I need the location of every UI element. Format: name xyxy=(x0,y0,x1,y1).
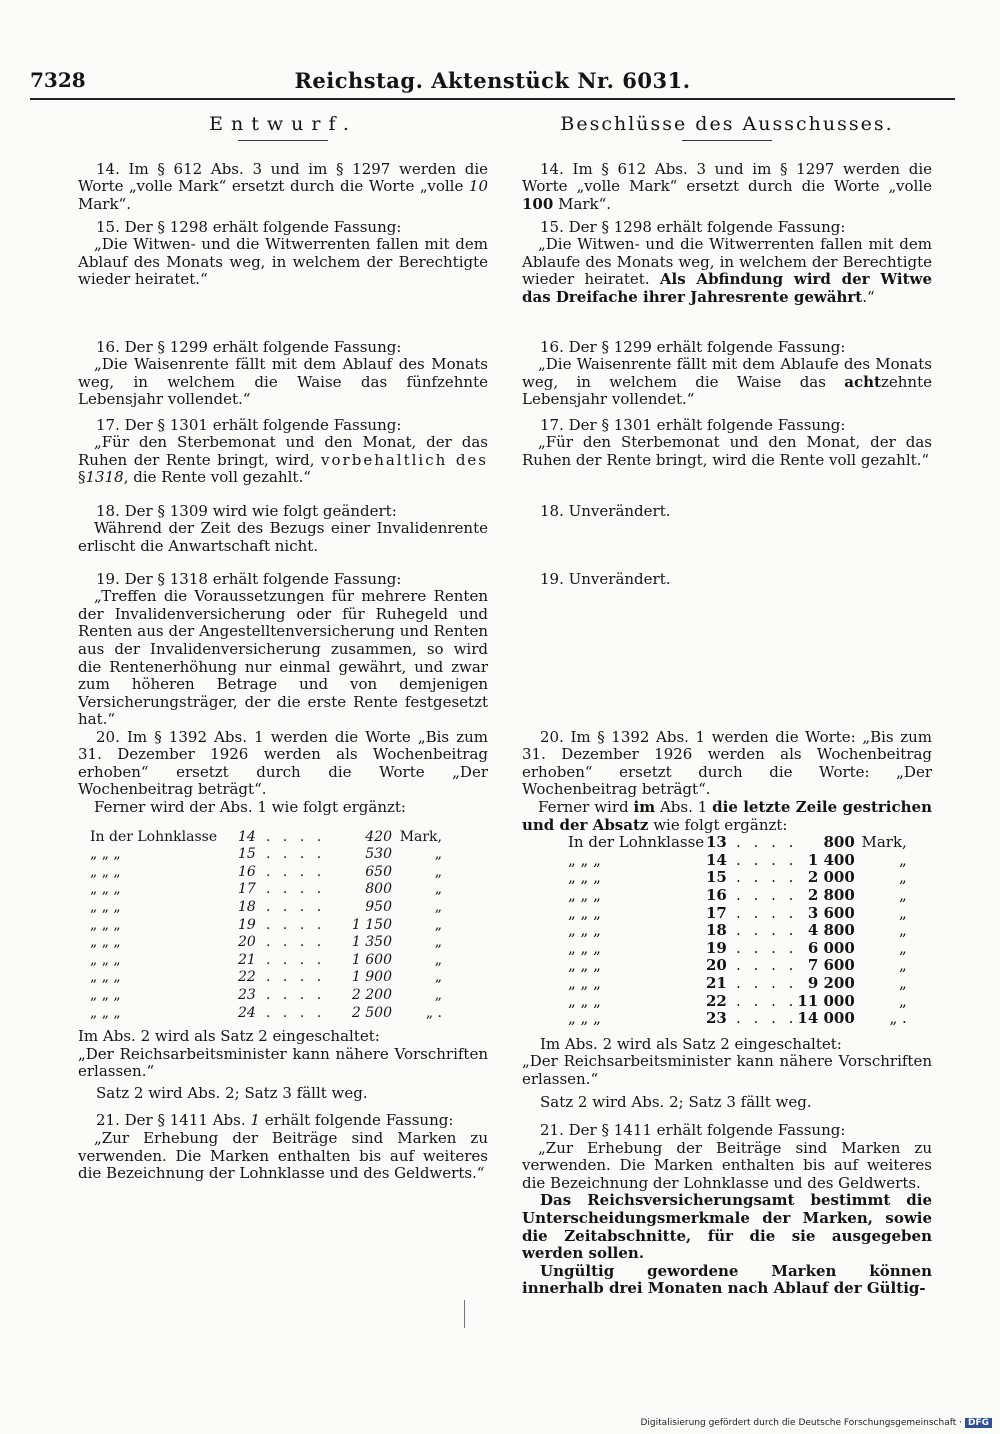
row-label: „ „ „ xyxy=(568,868,601,887)
amount: 530 xyxy=(365,846,392,863)
row-label: „ „ „ xyxy=(90,898,121,915)
unit: Mark, xyxy=(861,833,907,852)
unit: „ xyxy=(899,973,907,992)
leader-dots: . . . . xyxy=(266,951,326,968)
unit: „ xyxy=(899,956,907,975)
left-lohnklasse-table xyxy=(90,829,442,1023)
lohnklasse-row xyxy=(568,957,907,975)
left-column xyxy=(78,113,489,1183)
amount: 2 000 xyxy=(807,868,855,887)
lohnklasse-number: 17 xyxy=(238,881,256,898)
lohnklasse-row xyxy=(568,852,907,870)
lohnklasse-row xyxy=(568,922,907,940)
lohnklasse-row xyxy=(90,864,442,882)
lohnklasse-row xyxy=(568,834,907,852)
leader-dots: . . . . xyxy=(736,885,798,904)
lohnklasse-number: 19 xyxy=(706,938,727,957)
lohnklasse-number: 20 xyxy=(238,934,256,951)
amount: 7 600 xyxy=(807,956,855,975)
lohnklasse-row xyxy=(90,952,442,970)
amount: 1 150 xyxy=(351,916,392,933)
lohnklasse-row xyxy=(568,869,907,887)
lohnklasse-number: 14 xyxy=(238,828,256,845)
unit: „ xyxy=(899,885,907,904)
unit: „ xyxy=(899,850,907,869)
lohnklasse-number: 21 xyxy=(238,951,256,968)
amount: 800 xyxy=(365,881,392,898)
unit: „ xyxy=(899,868,907,887)
running-title: Reichstag. Aktenstück Nr. 6031. xyxy=(294,68,691,93)
right-item-17: 17. Der § 1301 erhält folgende Fassung: „Für den Sterbemonat und den Monat, der das Ruhen der Rente bringt, wird die Rente voll gezahlt.“ xyxy=(522,415,932,469)
row-label: „ „ „ xyxy=(90,969,121,986)
unit: „ xyxy=(434,863,442,880)
amount: 9 200 xyxy=(807,973,855,992)
right-item-18: 18. Unverändert. xyxy=(540,501,671,520)
left-item-18: 18. Der § 1309 wird wie folgt geändert: Während der Zeit des Bezugs einer Invalidenrente erlischt die Anwartschaft nicht. xyxy=(78,501,488,555)
unit: „ xyxy=(434,916,442,933)
leader-dots: . . . . xyxy=(736,921,798,940)
footer xyxy=(641,1418,993,1428)
unit: „ xyxy=(434,898,442,915)
unit: „ xyxy=(434,846,442,863)
right-item-14: 14. Im § 612 Abs. 3 und im § 1297 werden die Worte „volle Mark“ ersetzt durch die Worte „volle 100 Mark“. xyxy=(522,159,933,213)
lohnklasse-number: 24 xyxy=(238,1004,256,1021)
leader-dots: . . . . xyxy=(736,833,798,852)
title-rule xyxy=(682,140,772,141)
leader-dots: . . . . xyxy=(266,969,326,986)
lohnklasse-number: 16 xyxy=(706,885,727,904)
lohnklasse-number: 22 xyxy=(238,969,256,986)
leader-dots: . . . . xyxy=(266,828,326,845)
unit: „ xyxy=(434,951,442,968)
lohnklasse-number: 17 xyxy=(706,903,727,922)
lohnklasse-number: 14 xyxy=(706,850,727,869)
lohnklasse-number: 15 xyxy=(238,846,256,863)
row-label: In der Lohnklasse xyxy=(568,833,705,852)
amount: 14 000 xyxy=(797,1009,855,1028)
leader-dots: . . . . xyxy=(266,1004,326,1021)
leader-dots: . . . . xyxy=(736,991,798,1010)
title-rule xyxy=(238,140,328,141)
lohnklasse-row xyxy=(568,887,907,905)
unit: „ xyxy=(434,969,442,986)
lohnklasse-row xyxy=(90,846,442,864)
leader-dots: . . . . xyxy=(266,898,326,915)
amount: 1 600 xyxy=(351,951,392,968)
lohnklasse-row xyxy=(568,993,907,1011)
row-label: „ „ „ xyxy=(568,991,601,1010)
unit: „ . xyxy=(425,1004,442,1021)
row-label: „ „ „ xyxy=(568,885,601,904)
right-column xyxy=(522,113,933,1298)
leader-dots: . . . . xyxy=(736,938,798,957)
page-header xyxy=(30,68,955,108)
header-rule xyxy=(30,98,955,100)
row-label: „ „ „ xyxy=(568,1009,601,1028)
lohnklasse-row xyxy=(90,969,442,987)
row-label: „ „ „ xyxy=(568,850,601,869)
row-label: „ „ „ xyxy=(90,881,121,898)
left-item-19: 19. Der § 1318 erhält folgende Fassung: „Treffen die Voraussetzungen für mehrere Renten der Invalidenversicherung oder für Ruhegeld und Renten aus der Angestelltenversicherung und Renten aus der Invalidenversicherung zusammen, so wird die Rentenerhöhung nur einmal gewährt, und zwar zum höheren Betrage und von demjenigen Versicherungsträger, der die erste Rente festgesetzt hat.“ xyxy=(78,569,488,729)
lohnklasse-row xyxy=(90,934,442,952)
center-mark xyxy=(464,1300,466,1328)
amount: 1 350 xyxy=(351,934,392,951)
left-abs2: Im Abs. 2 wird als Satz 2 eingeschaltet: „Der Reichsarbeitsminister kann nähere Vorschriften erlassen.“ Satz 2 wird Abs. 2; Satz 3 fällt weg. xyxy=(78,1027,488,1102)
dfg-logo: DFG xyxy=(965,1418,992,1428)
leader-dots: . . . . xyxy=(266,846,326,863)
right-item-21: 21. Der § 1411 erhält folgende Fassung: „Zur Erhebung der Beiträge sind Marken zu verwenden. Die Marken enthalten bis auf weiteres die Bezeichnung der Lohnklasse und des Geldwerts. Das Reichsversicherungsamt bestimmt die Unterscheidungsmerkmale der Marken, sowie die Zeitabschnitte, für die sie ausgegeben werden sollen. Ungültig gewordene Marken können innerhalb drei Monaten nach Ablauf der Gültig- xyxy=(522,1121,932,1298)
lohnklasse-number: 18 xyxy=(706,921,727,940)
amount: 6 000 xyxy=(807,938,855,957)
amount: 11 000 xyxy=(797,991,855,1010)
leader-dots: . . . . xyxy=(266,863,326,880)
row-label: „ „ „ xyxy=(568,938,601,957)
lohnklasse-number: 15 xyxy=(706,868,727,887)
lohnklasse-row xyxy=(90,917,442,935)
row-label: „ „ „ xyxy=(90,863,121,880)
amount: 1 900 xyxy=(351,969,392,986)
row-label: „ „ „ xyxy=(90,1004,121,1021)
lohnklasse-row xyxy=(568,975,907,993)
row-label: In der Lohnklasse xyxy=(90,828,218,845)
amount: 4 800 xyxy=(807,921,855,940)
unit: „ xyxy=(899,938,907,957)
leader-dots: . . . . xyxy=(736,1009,798,1028)
unit: „ xyxy=(434,934,442,951)
right-item-15: 15. Der § 1298 erhält folgende Fassung: „Die Witwen- und die Witwerrenten fallen mit dem Ablaufe des Monats weg, in welchem der Berechtigte wieder heiratet. Als Abfindung wird der Witwe das Dreifache ihrer Jahresrente gewährt.“ xyxy=(522,217,932,306)
unit: „ xyxy=(899,903,907,922)
right-item-20: 20. Im § 1392 Abs. 1 werden die Worte: „Bis zum 31. Dezember 1926 werden als Wochenbeitrag erhoben“ ersetzt durch die Worte: „Der Wochenbeitrag beträgt“. Ferner wird im Abs. 1 die letzte Zeile gestrichen und der Absatz wie folgt ergänzt: xyxy=(522,727,932,834)
lohnklasse-number: 20 xyxy=(706,956,727,975)
unit: „ xyxy=(434,986,442,1003)
unit: „ xyxy=(899,991,907,1010)
right-abs2: Im Abs. 2 wird als Satz 2 eingeschaltet: „Der Reichsarbeitsminister kann nähere Vorschriften erlassen.“ Satz 2 wird Abs. 2; Satz 3 fällt weg. xyxy=(522,1034,932,1112)
left-item-16: 16. Der § 1299 erhält folgende Fassung: „Die Waisenrente fällt mit dem Ablauf des Monats weg, in welchem die Waise das fünfzehnte Lebensjahr vollendet.“ xyxy=(78,337,488,409)
amount: 2 200 xyxy=(351,986,392,1003)
right-item-19: 19. Unverändert. xyxy=(540,569,671,588)
lohnklasse-row xyxy=(90,987,442,1005)
lohnklasse-row xyxy=(90,899,442,917)
row-label: „ „ „ xyxy=(90,846,121,863)
amount: 2 500 xyxy=(351,1004,392,1021)
lohnklasse-number: 16 xyxy=(238,863,256,880)
amount: 3 600 xyxy=(807,903,855,922)
left-item-21: 21. Der § 1411 Abs. 1 erhält folgende Fassung: „Zur Erhebung der Beiträge sind Marken zu verwenden. Die Marken enthalten bis auf weiteres die Bezeichnung der Lohnklasse und des Geldwerts.“ xyxy=(78,1111,488,1183)
leader-dots: . . . . xyxy=(736,903,798,922)
row-label: „ „ „ xyxy=(90,951,121,968)
amount: 650 xyxy=(365,863,392,880)
unit: „ xyxy=(434,881,442,898)
unit: „ . xyxy=(889,1009,907,1028)
amount: 1 400 xyxy=(807,850,855,869)
lohnklasse-row xyxy=(568,1010,907,1028)
lohnklasse-number: 23 xyxy=(706,1009,727,1028)
leader-dots: . . . . xyxy=(736,956,798,975)
lohnklasse-number: 21 xyxy=(706,973,727,992)
leader-dots: . . . . xyxy=(266,916,326,933)
row-label: „ „ „ xyxy=(568,903,601,922)
right-column-title: Beschlüsse des Ausschusses. xyxy=(560,113,894,135)
unit: Mark, xyxy=(399,828,442,845)
right-lohnklasse-table xyxy=(568,834,907,1028)
lohnklasse-number: 23 xyxy=(238,986,256,1003)
leader-dots: . . . . xyxy=(266,881,326,898)
lohnklasse-number: 18 xyxy=(238,898,256,915)
left-item-20: 20. Im § 1392 Abs. 1 werden die Worte „Bis zum 31. Dezember 1926 werden als Wochenbeitrag erhoben“ ersetzt durch die Worte „Der Wochenbeitrag beträgt“. Ferner wird der Abs. 1 wie folgt ergänzt: xyxy=(78,727,488,816)
left-item-17: 17. Der § 1301 erhält folgende Fassung: „Für den Sterbemonat und den Monat, der das Ruhen der Rente bringt, wird, vorbehaltlich des §1318, die Rente voll gezahlt.“ xyxy=(78,415,489,487)
row-label: „ „ „ xyxy=(568,956,601,975)
lohnklasse-row xyxy=(90,881,442,899)
left-item-14: 14. Im § 612 Abs. 3 und im § 1297 werden die Worte „volle Mark“ ersetzt durch die Worte „volle 10 Mark“. xyxy=(78,159,488,213)
lohnklasse-row xyxy=(90,1005,442,1023)
footer-text: Digitalisierung gefördert durch die Deutsche Forschungsgemeinschaft · xyxy=(640,1418,962,1428)
leader-dots: . . . . xyxy=(736,973,798,992)
amount: 420 xyxy=(365,828,392,845)
lohnklasse-number: 19 xyxy=(238,916,256,933)
row-label: „ „ „ xyxy=(568,921,601,940)
leader-dots: . . . . xyxy=(736,850,798,869)
amount: 950 xyxy=(365,898,392,915)
amount: 2 800 xyxy=(807,885,855,904)
left-column-title: Entwurf. xyxy=(209,113,357,135)
amount: 800 xyxy=(823,833,855,852)
row-label: „ „ „ xyxy=(568,973,601,992)
leader-dots: . . . . xyxy=(266,934,326,951)
lohnklasse-row xyxy=(568,940,907,958)
lohnklasse-row xyxy=(90,829,442,847)
lohnklasse-row xyxy=(568,905,907,923)
lohnklasse-number: 13 xyxy=(706,833,727,852)
right-item-16: 16. Der § 1299 erhält folgende Fassung: „Die Waisenrente fällt mit dem Ablaufe des Monats weg, in welchem die Waise das achtzehnte Lebensjahr vollendet.“ xyxy=(522,337,932,409)
left-item-15: 15. Der § 1298 erhält folgende Fassung: „Die Witwen- und die Witwerrenten fallen mit dem Ablauf des Monats weg, in welchem der Berechtigte wieder heiratet.“ xyxy=(78,217,488,289)
row-label: „ „ „ xyxy=(90,916,121,933)
row-label: „ „ „ xyxy=(90,934,121,951)
page-number: 7328 xyxy=(30,68,86,92)
unit: „ xyxy=(899,921,907,940)
row-label: „ „ „ xyxy=(90,986,121,1003)
lohnklasse-number: 22 xyxy=(706,991,727,1010)
leader-dots: . . . . xyxy=(736,868,798,887)
leader-dots: . . . . xyxy=(266,986,326,1003)
